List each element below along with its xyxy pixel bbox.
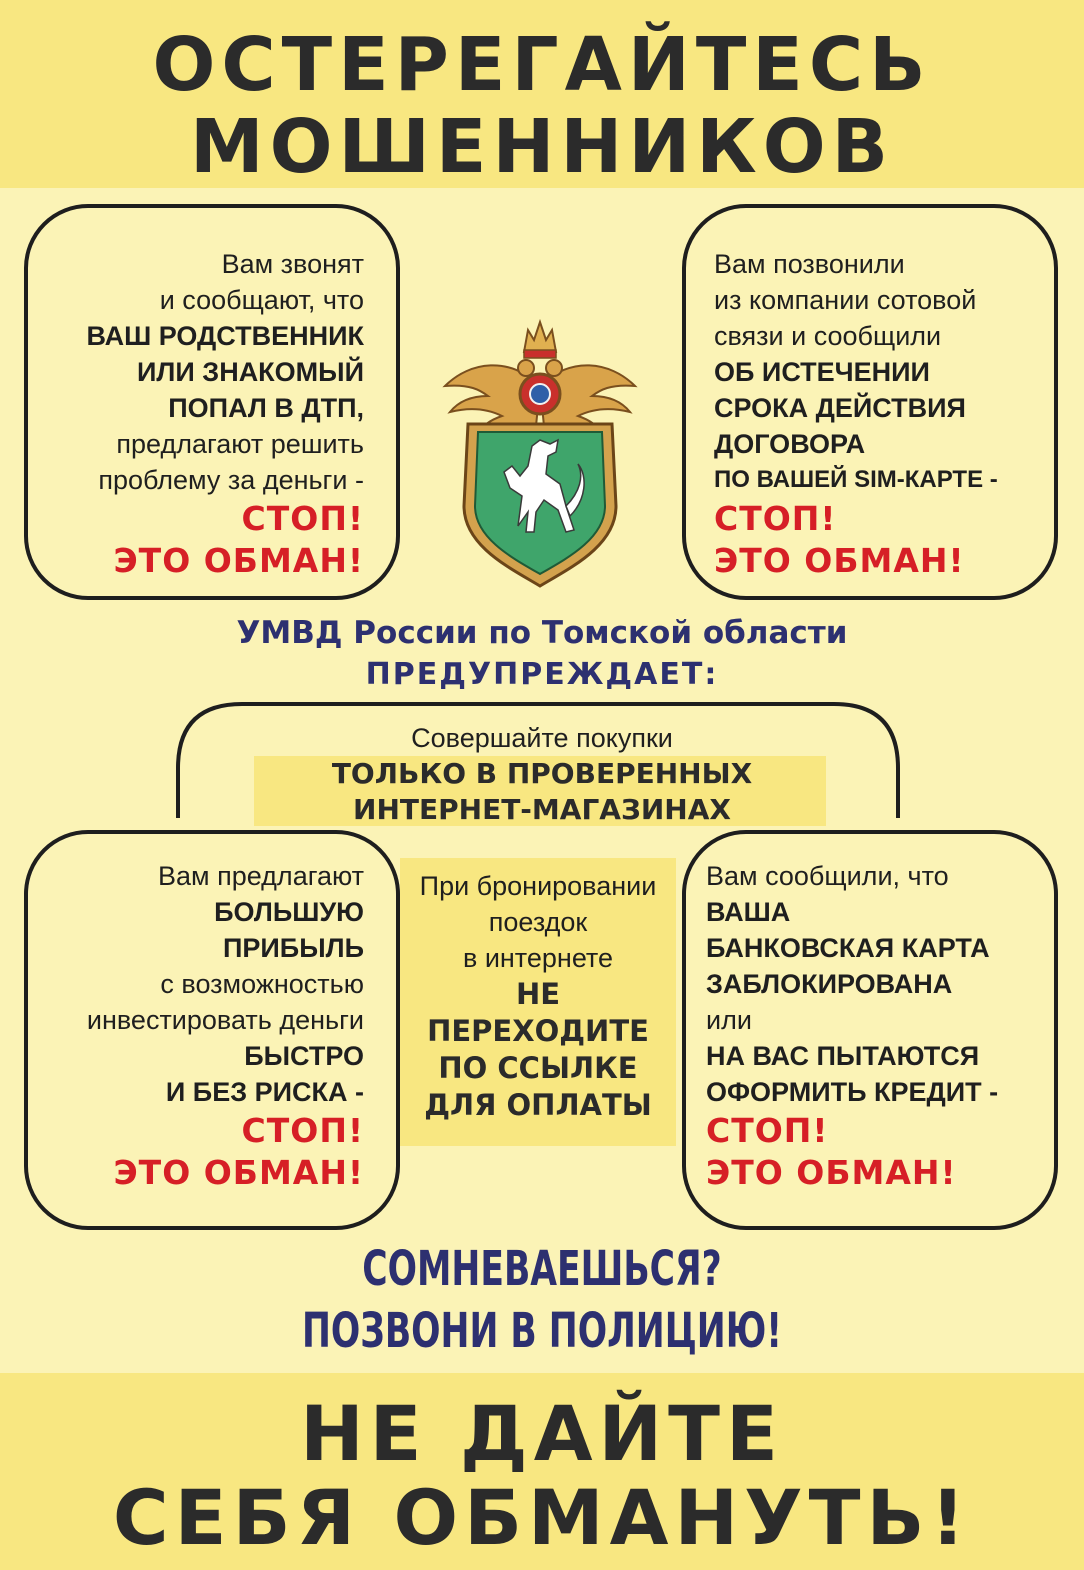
fraud-text: ЭТО ОБМАН! (113, 1153, 364, 1192)
text-line: связи и сообщили (714, 321, 942, 351)
text-line: проблему за деньги - (98, 465, 364, 495)
footer-line-1: НЕ ДАЙТЕ (300, 1389, 784, 1478)
text-line: ОФОРМИТЬ КРЕДИТ - (706, 1077, 999, 1107)
text-line: с возможностью (160, 969, 364, 999)
text-line: БАНКОВСКАЯ КАРТА (706, 933, 990, 963)
shopping-line-3: ИНТЕРНЕТ-МАГАЗИНАХ (353, 793, 731, 826)
footer-slogan (0, 1389, 1084, 1562)
text-line: При бронировании (419, 871, 657, 901)
police-emblem-icon (440, 316, 640, 592)
text-line: Вам предлагают (158, 861, 364, 891)
title-line-2: МОШЕННИКОВ (189, 104, 895, 190)
booking-text (400, 868, 676, 1124)
text-line: Вам звонят (221, 249, 364, 279)
shopping-line-2: ТОЛЬКО В ПРОВЕРЕННЫХ (331, 757, 753, 790)
text-line: ПРИБЫЛЬ (222, 933, 364, 963)
text-line: и сообщают, что (159, 285, 364, 315)
text-line: ПО ССЫЛКЕ (438, 1051, 638, 1085)
text-line: ПОПАЛ В ДТП, (168, 393, 364, 423)
text-line: НА ВАС ПЫТАЮТСЯ (706, 1041, 980, 1071)
footer-line-2: СЕБЯ ОБМАНУТЬ! (112, 1473, 972, 1562)
text-line: из компании сотовой (714, 285, 977, 315)
text-line: И БЕЗ РИСКА - (165, 1077, 364, 1107)
title-line-1: ОСТЕРЕГАЙТЕСЬ (152, 22, 932, 108)
text-line: НЕ (515, 977, 561, 1011)
text-line: или (706, 1005, 752, 1035)
poster-title (0, 24, 1084, 188)
text-line: Вам сообщили, что (706, 861, 949, 891)
text-line: предлагают решить (116, 429, 364, 459)
stop-text: СТОП! (706, 1111, 829, 1150)
fraud-text: ЭТО ОБМАН! (706, 1153, 957, 1192)
box-relative-accident-text (86, 246, 364, 582)
text-line: Вам позвонили (714, 249, 905, 279)
call-police-heading (0, 1238, 1084, 1362)
box-investment-text (87, 858, 364, 1194)
text-line: БЫСТРО (244, 1041, 364, 1071)
text-line: ОБ ИСТЕЧЕНИИ (714, 357, 930, 387)
text-line: ЗАБЛОКИРОВАНА (706, 969, 953, 999)
text-line: СРОКА ДЕЙСТВИЯ (714, 393, 966, 423)
text-line: в интернете (462, 943, 614, 973)
fraud-text: ЭТО ОБМАН! (714, 541, 965, 580)
call-line-1: СОМНЕВАЕШЬСЯ? (362, 1241, 722, 1297)
fraud-text: ЭТО ОБМАН! (113, 541, 364, 580)
stop-text: СТОП! (714, 499, 837, 538)
call-line-2: ПОЗВОНИ В ПОЛИЦИЮ! (301, 1303, 783, 1359)
box-sim-card-text (714, 246, 998, 582)
text-line: ВАШ РОДСТВЕННИК (86, 321, 364, 351)
text-line: поездок (488, 907, 588, 937)
stop-text: СТОП! (241, 499, 364, 538)
text-line: ДОГОВОРА (714, 429, 866, 459)
shopping-line-1: Совершайте покупки (411, 723, 673, 753)
text-line: инвестировать деньги (86, 1005, 364, 1035)
text-line: ВАША (706, 897, 791, 927)
text-line: ДЛЯ ОПЛАТЫ (424, 1088, 652, 1122)
text-line: ПО ВАШЕЙ SIM-КАРТЕ - (714, 466, 998, 493)
box-bank-card-text (706, 858, 998, 1194)
warning-line-1: УМВД России по Томской области (236, 615, 848, 651)
stop-text: СТОП! (241, 1111, 364, 1150)
warning-heading (0, 612, 1084, 696)
text-line: ИЛИ ЗНАКОМЫЙ (137, 357, 364, 387)
text-line: ПЕРЕХОДИТЕ (427, 1014, 649, 1048)
text-line: БОЛЬШУЮ (214, 897, 364, 927)
warning-line-2: ПРЕДУПРЕЖДАЕТ: (365, 657, 719, 692)
shopping-text (0, 720, 1084, 828)
